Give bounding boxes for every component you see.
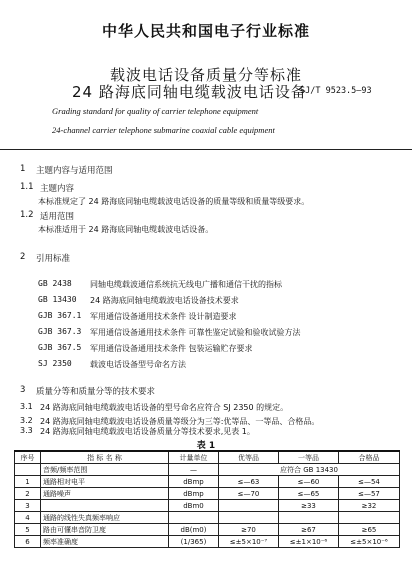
cell-unit: — <box>169 464 219 476</box>
section-2-number: 2 <box>20 252 26 262</box>
cell-pass: ≥65 <box>339 524 400 536</box>
cell-first: ≤—60 <box>279 476 339 488</box>
ref-code: GB 13430 <box>38 295 77 304</box>
cell-no: 2 <box>15 488 41 500</box>
org-header: 中华人民共和国电子行业标准 <box>101 22 310 40</box>
cell-first: ≥67 <box>279 524 339 536</box>
divider <box>0 149 412 150</box>
cell-first <box>279 512 339 524</box>
cell-no: 5 <box>15 524 41 536</box>
table-row <box>15 476 400 488</box>
standard-code: SJ/T 9523.5—93 <box>300 86 372 96</box>
ref-title: 同轴电缆载波通信系统抗无线电广播和通信干扰的指标 <box>90 280 282 289</box>
section-1-title: 主题内容与适用范围 <box>36 166 113 176</box>
section-1-2-text: 本标准适用于 24 路海底同轴电缆载波电话设备。 <box>38 225 214 234</box>
english-title-1: Grading standard for quality of carrier telephone equipment <box>52 106 259 116</box>
ref-title: 军用通信设备通用技术条件 包装运输贮存要求 <box>90 344 253 353</box>
table-header-row <box>15 451 400 464</box>
cell-first: ≤±1×10⁻⁶ <box>279 536 339 548</box>
header-cell: 计量单位 <box>169 451 219 464</box>
cell-name: 通路噪声 <box>41 488 169 500</box>
cell-name <box>41 500 169 512</box>
english-title-2: 24-channel carrier telephone submarine coaxial cable equipment <box>52 125 275 135</box>
ref-title: 载波电话设备型号命名方法 <box>90 360 186 369</box>
ref-title: 军用通信设备通用技术条件 设计制造要求 <box>90 312 237 321</box>
ref-title: 24 路海底同轴电缆载波电话设备技术要求 <box>90 296 239 305</box>
cell-unit: dBm0 <box>169 500 219 512</box>
cell-name: 通路相对电平 <box>41 476 169 488</box>
section-3-3-text: 24 路海底同轴电缆载波电话设备质量分等技术要求,见表 1。 <box>40 427 255 436</box>
cell-excellent <box>219 500 279 512</box>
cell-unit <box>169 512 219 524</box>
cell-name: 频率准确度 <box>41 536 169 548</box>
ref-code: GJB 367.3 <box>38 327 82 336</box>
section-3-1-text: 24 路海底同轴电缆载波电话设备的型号命名应符合 SJ 2350 的规定。 <box>40 403 289 412</box>
cell-no: 3 <box>15 500 41 512</box>
cell-excellent: ≤±5×10⁻⁷ <box>219 536 279 548</box>
cell-pass: ≤±5×10⁻⁶ <box>339 536 400 548</box>
section-3-3-number: 3.3 <box>20 426 33 435</box>
ref-code: GB 2438 <box>38 279 72 288</box>
cell-first: ≥33 <box>279 500 339 512</box>
section-2-title: 引用标准 <box>36 254 71 264</box>
section-3-1-number: 3.1 <box>20 402 33 411</box>
cell-merged-grade: 应符合 GB 13430 <box>219 464 400 476</box>
table-row <box>15 500 400 512</box>
header-cell: 合格品 <box>339 451 400 464</box>
table-row <box>15 488 400 500</box>
header-cell: 一等品 <box>279 451 339 464</box>
cell-pass <box>339 512 400 524</box>
cell-no: 1 <box>15 476 41 488</box>
cell-name: 通路的线性失真频率响应 <box>41 512 169 524</box>
cell-unit: dBmp <box>169 476 219 488</box>
cell-name: 路由可懂串音防卫度 <box>41 524 169 536</box>
header-cell: 指 标 名 称 <box>41 451 169 464</box>
cell-unit: (1/365) <box>169 536 219 548</box>
section-3-number: 3 <box>20 385 26 395</box>
ref-code: SJ 2350 <box>38 359 72 368</box>
cell-pass: ≥32 <box>339 500 400 512</box>
header-cell: 优等品 <box>219 451 279 464</box>
cell-unit: dB(m0) <box>169 524 219 536</box>
title-line-1: 载波电话设备质量分等标准 <box>109 66 302 84</box>
cell-no: 4 <box>15 512 41 524</box>
ref-title: 军用通信设备通用技术条件 可靠性鉴定试验和验收试验方法 <box>90 328 301 337</box>
cell-no: 6 <box>15 536 41 548</box>
cell-pass: ≤—57 <box>339 488 400 500</box>
cell-excellent <box>219 512 279 524</box>
ref-code: GJB 367.5 <box>38 343 82 352</box>
section-3-2-text: 24 路海底同轴电缆载波电话设备质量等级分为三等:优等品、一等品、合格品。 <box>40 417 320 426</box>
section-1-2-title: 适用范围 <box>40 212 75 222</box>
cell-pass: ≤—54 <box>339 476 400 488</box>
cell-unit: dBmp <box>169 488 219 500</box>
section-1-number: 1 <box>20 164 26 174</box>
table-row <box>15 512 400 524</box>
cell-no <box>15 464 41 476</box>
ref-code: GJB 367.1 <box>38 311 82 320</box>
table-caption: 表 1 <box>196 441 216 451</box>
section-3-title: 质量分等和质量分等的技术要求 <box>36 387 156 397</box>
cell-excellent: ≤—70 <box>219 488 279 500</box>
title-line-2: 24 路海底同轴电缆载波电话设备 <box>72 83 307 101</box>
cell-first: ≤—65 <box>279 488 339 500</box>
cell-name: 音频/频率范围 <box>41 464 169 476</box>
section-1-1-number: 1.1 <box>20 182 34 192</box>
section-1-2-number: 1.2 <box>20 210 34 220</box>
cell-excellent: ≥70 <box>219 524 279 536</box>
table-row <box>15 464 400 476</box>
grading-table <box>14 450 400 548</box>
cell-excellent: ≤—63 <box>219 476 279 488</box>
table-row <box>15 536 400 548</box>
section-3-2-number: 3.2 <box>20 416 33 425</box>
header-cell: 序号 <box>15 451 41 464</box>
section-1-1-title: 主题内容 <box>40 184 75 194</box>
table-row <box>15 524 400 536</box>
section-1-1-text: 本标准规定了 24 路海底同轴电缆载波电话设备的质量等级和质量等级要求。 <box>38 197 310 206</box>
